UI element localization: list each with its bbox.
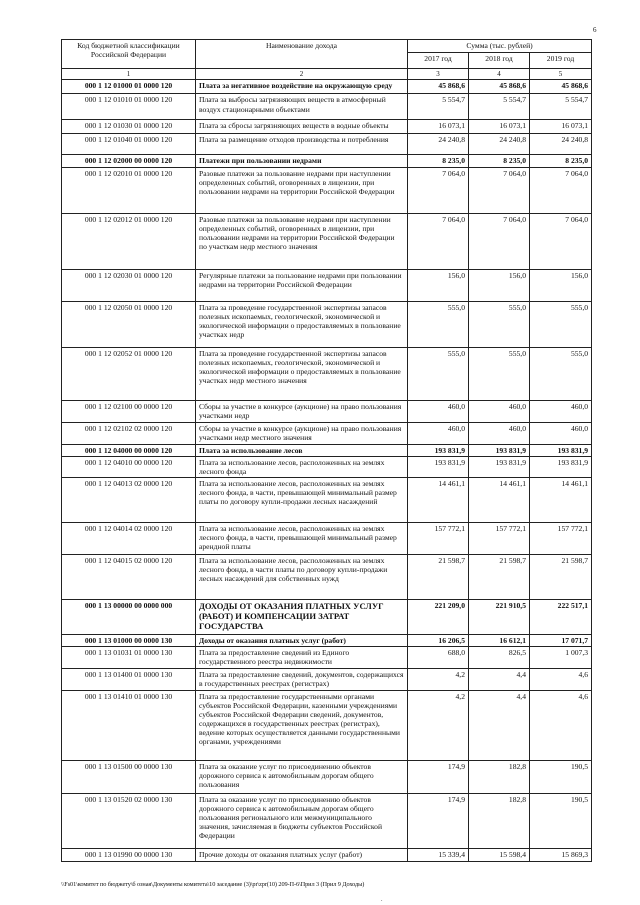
revenue-name-cell: Плата за негативное воздействие на окружающую среду <box>196 80 408 94</box>
revenue-name-cell: Плата за предоставление государственными органами субъектов Российской Федерации, казенными учреждениями субъектов Российской Федерации сведений, документов, содержащихся в государственных реестрах (регистрах), ведение которых осуществляется данными государственными органами, учреждениями <box>196 690 408 760</box>
amount-2017-cell: 5 554,7 <box>408 94 469 120</box>
revenue-name-cell: Сборы за участие в конкурсе (аукционе) на право пользования участками недр <box>196 400 408 422</box>
amount-2019-cell: 460,0 <box>530 400 592 422</box>
table-row <box>62 668 592 690</box>
amount-2017-cell: 193 831,9 <box>408 444 469 456</box>
budget-code-cell: 000 1 13 01990 00 0000 130 <box>62 848 196 861</box>
table-row <box>62 646 592 668</box>
table-row <box>62 793 592 848</box>
amount-2018-cell: 45 868,6 <box>469 80 530 94</box>
budget-code-cell: 000 1 13 01000 00 0000 130 <box>62 634 196 646</box>
budget-code-cell: 000 1 12 04000 00 0000 120 <box>62 444 196 456</box>
budget-code-cell: 000 1 12 01010 01 0000 120 <box>62 94 196 120</box>
revenue-name-cell: Разовые платежи за пользование недрами при наступлении определенных событий, оговоренных в лицензии, при пользовании недрами на территории Российской Федерации <box>196 167 408 213</box>
amount-2019-cell: 17 071,7 <box>530 634 592 646</box>
amount-2019-cell: 460,0 <box>530 422 592 444</box>
amount-2018-cell: 182,8 <box>469 793 530 848</box>
amount-2019-cell: 4,6 <box>530 668 592 690</box>
amount-2017-cell: 7 064,0 <box>408 213 469 269</box>
table-row <box>62 522 592 554</box>
budget-code-cell: 000 1 12 02050 01 0000 120 <box>62 301 196 347</box>
budget-code-cell: 000 1 12 04013 02 0000 120 <box>62 477 196 522</box>
amount-2018-cell: 8 235,0 <box>469 155 530 167</box>
table-row <box>62 690 592 760</box>
amount-2019-cell: 21 598,7 <box>530 554 592 599</box>
amount-2019-cell: 5 554,7 <box>530 94 592 120</box>
budget-code-cell: 000 1 12 02102 02 0000 120 <box>62 422 196 444</box>
amount-2017-cell: 4,2 <box>408 690 469 760</box>
budget-code-cell: 000 1 13 00000 00 0000 000 <box>62 599 196 634</box>
amount-2017-cell: 8 235,0 <box>408 155 469 167</box>
revenue-name-cell: Плата за использование лесов, расположенных на землях лесного фонда <box>196 456 408 477</box>
amount-2018-cell: 555,0 <box>469 301 530 347</box>
amount-2018-cell: 7 064,0 <box>469 167 530 213</box>
budget-code-cell: 000 1 12 04014 02 0000 120 <box>62 522 196 554</box>
amount-2019-cell: 555,0 <box>530 301 592 347</box>
amount-2017-cell: 14 461,1 <box>408 477 469 522</box>
table-row <box>62 347 592 400</box>
amount-2019-cell: 4,6 <box>530 690 592 760</box>
table-row <box>62 94 592 120</box>
table-row <box>62 301 592 347</box>
budget-code-cell: 000 1 13 01500 00 0000 130 <box>62 760 196 793</box>
amount-2018-cell: 5 554,7 <box>469 94 530 120</box>
budget-code-cell: 000 1 13 01410 01 0000 130 <box>62 690 196 760</box>
table-row <box>62 456 592 477</box>
code-column-header: Код бюджетной классификации Российской Федерации <box>62 40 196 69</box>
bottom-mark: . <box>381 897 383 903</box>
table-row <box>62 444 592 456</box>
amount-2018-cell: 16 073,1 <box>469 120 530 134</box>
revenue-name-cell: Плата за оказание услуг по присоединению объектов дорожного сервиса к автомобильным дорогам общего пользования регионального или межмуниципального значения, зачисляемая в бюджеты субъектов Российской Федерации <box>196 793 408 848</box>
amount-2019-cell: 555,0 <box>530 347 592 400</box>
sum-column-header: Сумма (тыс. рублей) <box>408 40 592 53</box>
amount-2018-cell: 4,4 <box>469 690 530 760</box>
revenue-name-cell: Плата за проведение государственной экспертизы запасов полезных ископаемых, геологической, экономической и экологической информации о предоставляемых в пользование участках недр местного значения <box>196 347 408 400</box>
amount-2019-cell: 14 461,1 <box>530 477 592 522</box>
year-2018-header: 2018 год <box>469 53 530 69</box>
budget-code-cell: 000 1 12 04010 00 0000 120 <box>62 456 196 477</box>
table-row <box>62 760 592 793</box>
amount-2019-cell: 24 240,8 <box>530 134 592 155</box>
amount-2017-cell: 45 868,6 <box>408 80 469 94</box>
amount-2018-cell: 14 461,1 <box>469 477 530 522</box>
amount-2017-cell: 156,0 <box>408 269 469 301</box>
table-row <box>62 120 592 134</box>
revenue-name-cell: Плата за проведение государственной экспертизы запасов полезных ископаемых, геологической, экономической и экологической информации о предоставляемых в пользование участках недр <box>196 301 408 347</box>
year-2019-header: 2019 год <box>530 53 592 69</box>
budget-code-cell: 000 1 12 02052 01 0000 120 <box>62 347 196 400</box>
amount-2017-cell: 16 206,5 <box>408 634 469 646</box>
revenue-name-cell: Плата за выбросы загрязняющих веществ в атмосферный воздух стационарными объектами <box>196 94 408 120</box>
column-index: 2 <box>196 69 408 80</box>
table-row <box>62 848 592 861</box>
amount-2018-cell: 193 831,9 <box>469 444 530 456</box>
revenue-name-cell: Плата за использование лесов, расположенных на землях лесного фонда, в части, превышающей минимальный размер платы по договору купли-продажи лесных насаждений <box>196 477 408 522</box>
amount-2018-cell: 826,5 <box>469 646 530 668</box>
amount-2019-cell: 1 007,3 <box>530 646 592 668</box>
amount-2018-cell: 193 831,9 <box>469 456 530 477</box>
amount-2018-cell: 15 598,4 <box>469 848 530 861</box>
table-row <box>62 80 592 94</box>
amount-2018-cell: 24 240,8 <box>469 134 530 155</box>
amount-2017-cell: 221 209,0 <box>408 599 469 634</box>
amount-2018-cell: 156,0 <box>469 269 530 301</box>
budget-code-cell: 000 1 12 02100 00 0000 120 <box>62 400 196 422</box>
amount-2019-cell: 45 868,6 <box>530 80 592 94</box>
amount-2019-cell: 190,5 <box>530 760 592 793</box>
amount-2019-cell: 193 831,9 <box>530 444 592 456</box>
table-row <box>62 167 592 213</box>
amount-2017-cell: 460,0 <box>408 400 469 422</box>
revenue-name-cell: Прочие доходы от оказания платных услуг (работ) <box>196 848 408 861</box>
revenue-name-cell: Доходы от оказания платных услуг (работ) <box>196 634 408 646</box>
column-index: 3 <box>408 69 469 80</box>
revenue-name-cell: Плата за сбросы загрязняющих веществ в водные объекты <box>196 120 408 134</box>
column-index: 5 <box>530 69 592 80</box>
table-header-row <box>62 40 592 53</box>
budget-code-cell: 000 1 12 01000 01 0000 120 <box>62 80 196 94</box>
amount-2017-cell: 174,9 <box>408 760 469 793</box>
budget-code-cell: 000 1 13 01400 01 0000 130 <box>62 668 196 690</box>
amount-2018-cell: 555,0 <box>469 347 530 400</box>
amount-2019-cell: 7 064,0 <box>530 167 592 213</box>
budget-code-cell: 000 1 12 02010 01 0000 120 <box>62 167 196 213</box>
budget-code-cell: 000 1 12 02000 00 0000 120 <box>62 155 196 167</box>
amount-2019-cell: 193 831,9 <box>530 456 592 477</box>
amount-2017-cell: 174,9 <box>408 793 469 848</box>
amount-2019-cell: 16 073,1 <box>530 120 592 134</box>
table-row <box>62 634 592 646</box>
amount-2017-cell: 555,0 <box>408 347 469 400</box>
amount-2017-cell: 157 772,1 <box>408 522 469 554</box>
amount-2017-cell: 193 831,9 <box>408 456 469 477</box>
column-index-row <box>62 69 592 80</box>
table-row <box>62 269 592 301</box>
revenue-name-cell: Плата за предоставление сведений, документов, содержащихся в государственных реестрах (регистрах) <box>196 668 408 690</box>
amount-2018-cell: 21 598,7 <box>469 554 530 599</box>
table-row <box>62 422 592 444</box>
amount-2017-cell: 24 240,8 <box>408 134 469 155</box>
amount-2017-cell: 4,2 <box>408 668 469 690</box>
amount-2017-cell: 16 073,1 <box>408 120 469 134</box>
amount-2018-cell: 221 910,5 <box>469 599 530 634</box>
amount-2017-cell: 7 064,0 <box>408 167 469 213</box>
file-path-footer: \\Fs01\комитет по бюджету\б озная\Документы комитета\10 заседание (3)\pr\zpr(10) 209-П-6\Прил 3 (Прил 9 Доходы) <box>61 881 365 888</box>
column-index: 4 <box>469 69 530 80</box>
amount-2018-cell: 16 612,1 <box>469 634 530 646</box>
budget-code-cell: 000 1 13 01031 01 0000 130 <box>62 646 196 668</box>
amount-2019-cell: 7 064,0 <box>530 213 592 269</box>
revenue-name-cell: Плата за размещение отходов производства и потребления <box>196 134 408 155</box>
amount-2019-cell: 156,0 <box>530 269 592 301</box>
amount-2018-cell: 182,8 <box>469 760 530 793</box>
year-2017-header: 2017 год <box>408 53 469 69</box>
amount-2019-cell: 190,5 <box>530 793 592 848</box>
revenue-name-cell: Разовые платежи за пользование недрами при наступлении определенных событий, оговоренных в лицензии, при пользовании недрами на территории Российской Федерации по участкам недр местного значения <box>196 213 408 269</box>
amount-2018-cell: 7 064,0 <box>469 213 530 269</box>
table-row <box>62 554 592 599</box>
revenue-name-cell: Плата за использование лесов, расположенных на землях лесного фонда, в части платы по договору купли-продажи лесных насаждений для собственных нужд <box>196 554 408 599</box>
amount-2017-cell: 460,0 <box>408 422 469 444</box>
amount-2019-cell: 157 772,1 <box>530 522 592 554</box>
revenue-name-cell: Платежи при пользовании недрами <box>196 155 408 167</box>
name-column-header: Наименование дохода <box>196 40 408 69</box>
amount-2019-cell: 8 235,0 <box>530 155 592 167</box>
revenue-name-cell: Плата за использование лесов, расположенных на землях лесного фонда, в части, превышающей минимальный размер арендной платы <box>196 522 408 554</box>
amount-2017-cell: 688,0 <box>408 646 469 668</box>
amount-2017-cell: 15 339,4 <box>408 848 469 861</box>
budget-code-cell: 000 1 12 01040 01 0000 120 <box>62 134 196 155</box>
amount-2018-cell: 460,0 <box>469 400 530 422</box>
revenue-name-cell: Регулярные платежи за пользование недрами при пользовании недрами на территории Российской Федерации <box>196 269 408 301</box>
revenue-name-cell: ДОХОДЫ ОТ ОКАЗАНИЯ ПЛАТНЫХ УСЛУГ (РАБОТ) И КОМПЕНСАЦИИ ЗАТРАТ ГОСУДАРСТВА <box>196 599 408 634</box>
revenue-name-cell: Плата за использование лесов <box>196 444 408 456</box>
table-row <box>62 134 592 155</box>
amount-2018-cell: 460,0 <box>469 422 530 444</box>
amount-2019-cell: 222 517,1 <box>530 599 592 634</box>
amount-2019-cell: 15 869,3 <box>530 848 592 861</box>
revenue-table <box>61 39 592 862</box>
budget-code-cell: 000 1 13 01520 02 0000 130 <box>62 793 196 848</box>
budget-code-cell: 000 1 12 01030 01 0000 120 <box>62 120 196 134</box>
budget-code-cell: 000 1 12 04015 02 0000 120 <box>62 554 196 599</box>
table-row <box>62 213 592 269</box>
revenue-name-cell: Сборы за участие в конкурсе (аукционе) на право пользования участками недр местного значения <box>196 422 408 444</box>
revenue-name-cell: Плата за предоставление сведений из Единого государственного реестра недвижимости <box>196 646 408 668</box>
amount-2017-cell: 21 598,7 <box>408 554 469 599</box>
budget-code-cell: 000 1 12 02030 01 0000 120 <box>62 269 196 301</box>
amount-2017-cell: 555,0 <box>408 301 469 347</box>
amount-2018-cell: 157 772,1 <box>469 522 530 554</box>
budget-code-cell: 000 1 12 02012 01 0000 120 <box>62 213 196 269</box>
page-number: 6 <box>593 26 597 34</box>
table-row <box>62 599 592 634</box>
amount-2018-cell: 4,4 <box>469 668 530 690</box>
column-index: 1 <box>62 69 196 80</box>
revenue-name-cell: Плата за оказание услуг по присоединению объектов дорожного сервиса к автомобильным дорогам общего пользования <box>196 760 408 793</box>
table-row <box>62 477 592 522</box>
table-row <box>62 400 592 422</box>
table-row <box>62 155 592 167</box>
